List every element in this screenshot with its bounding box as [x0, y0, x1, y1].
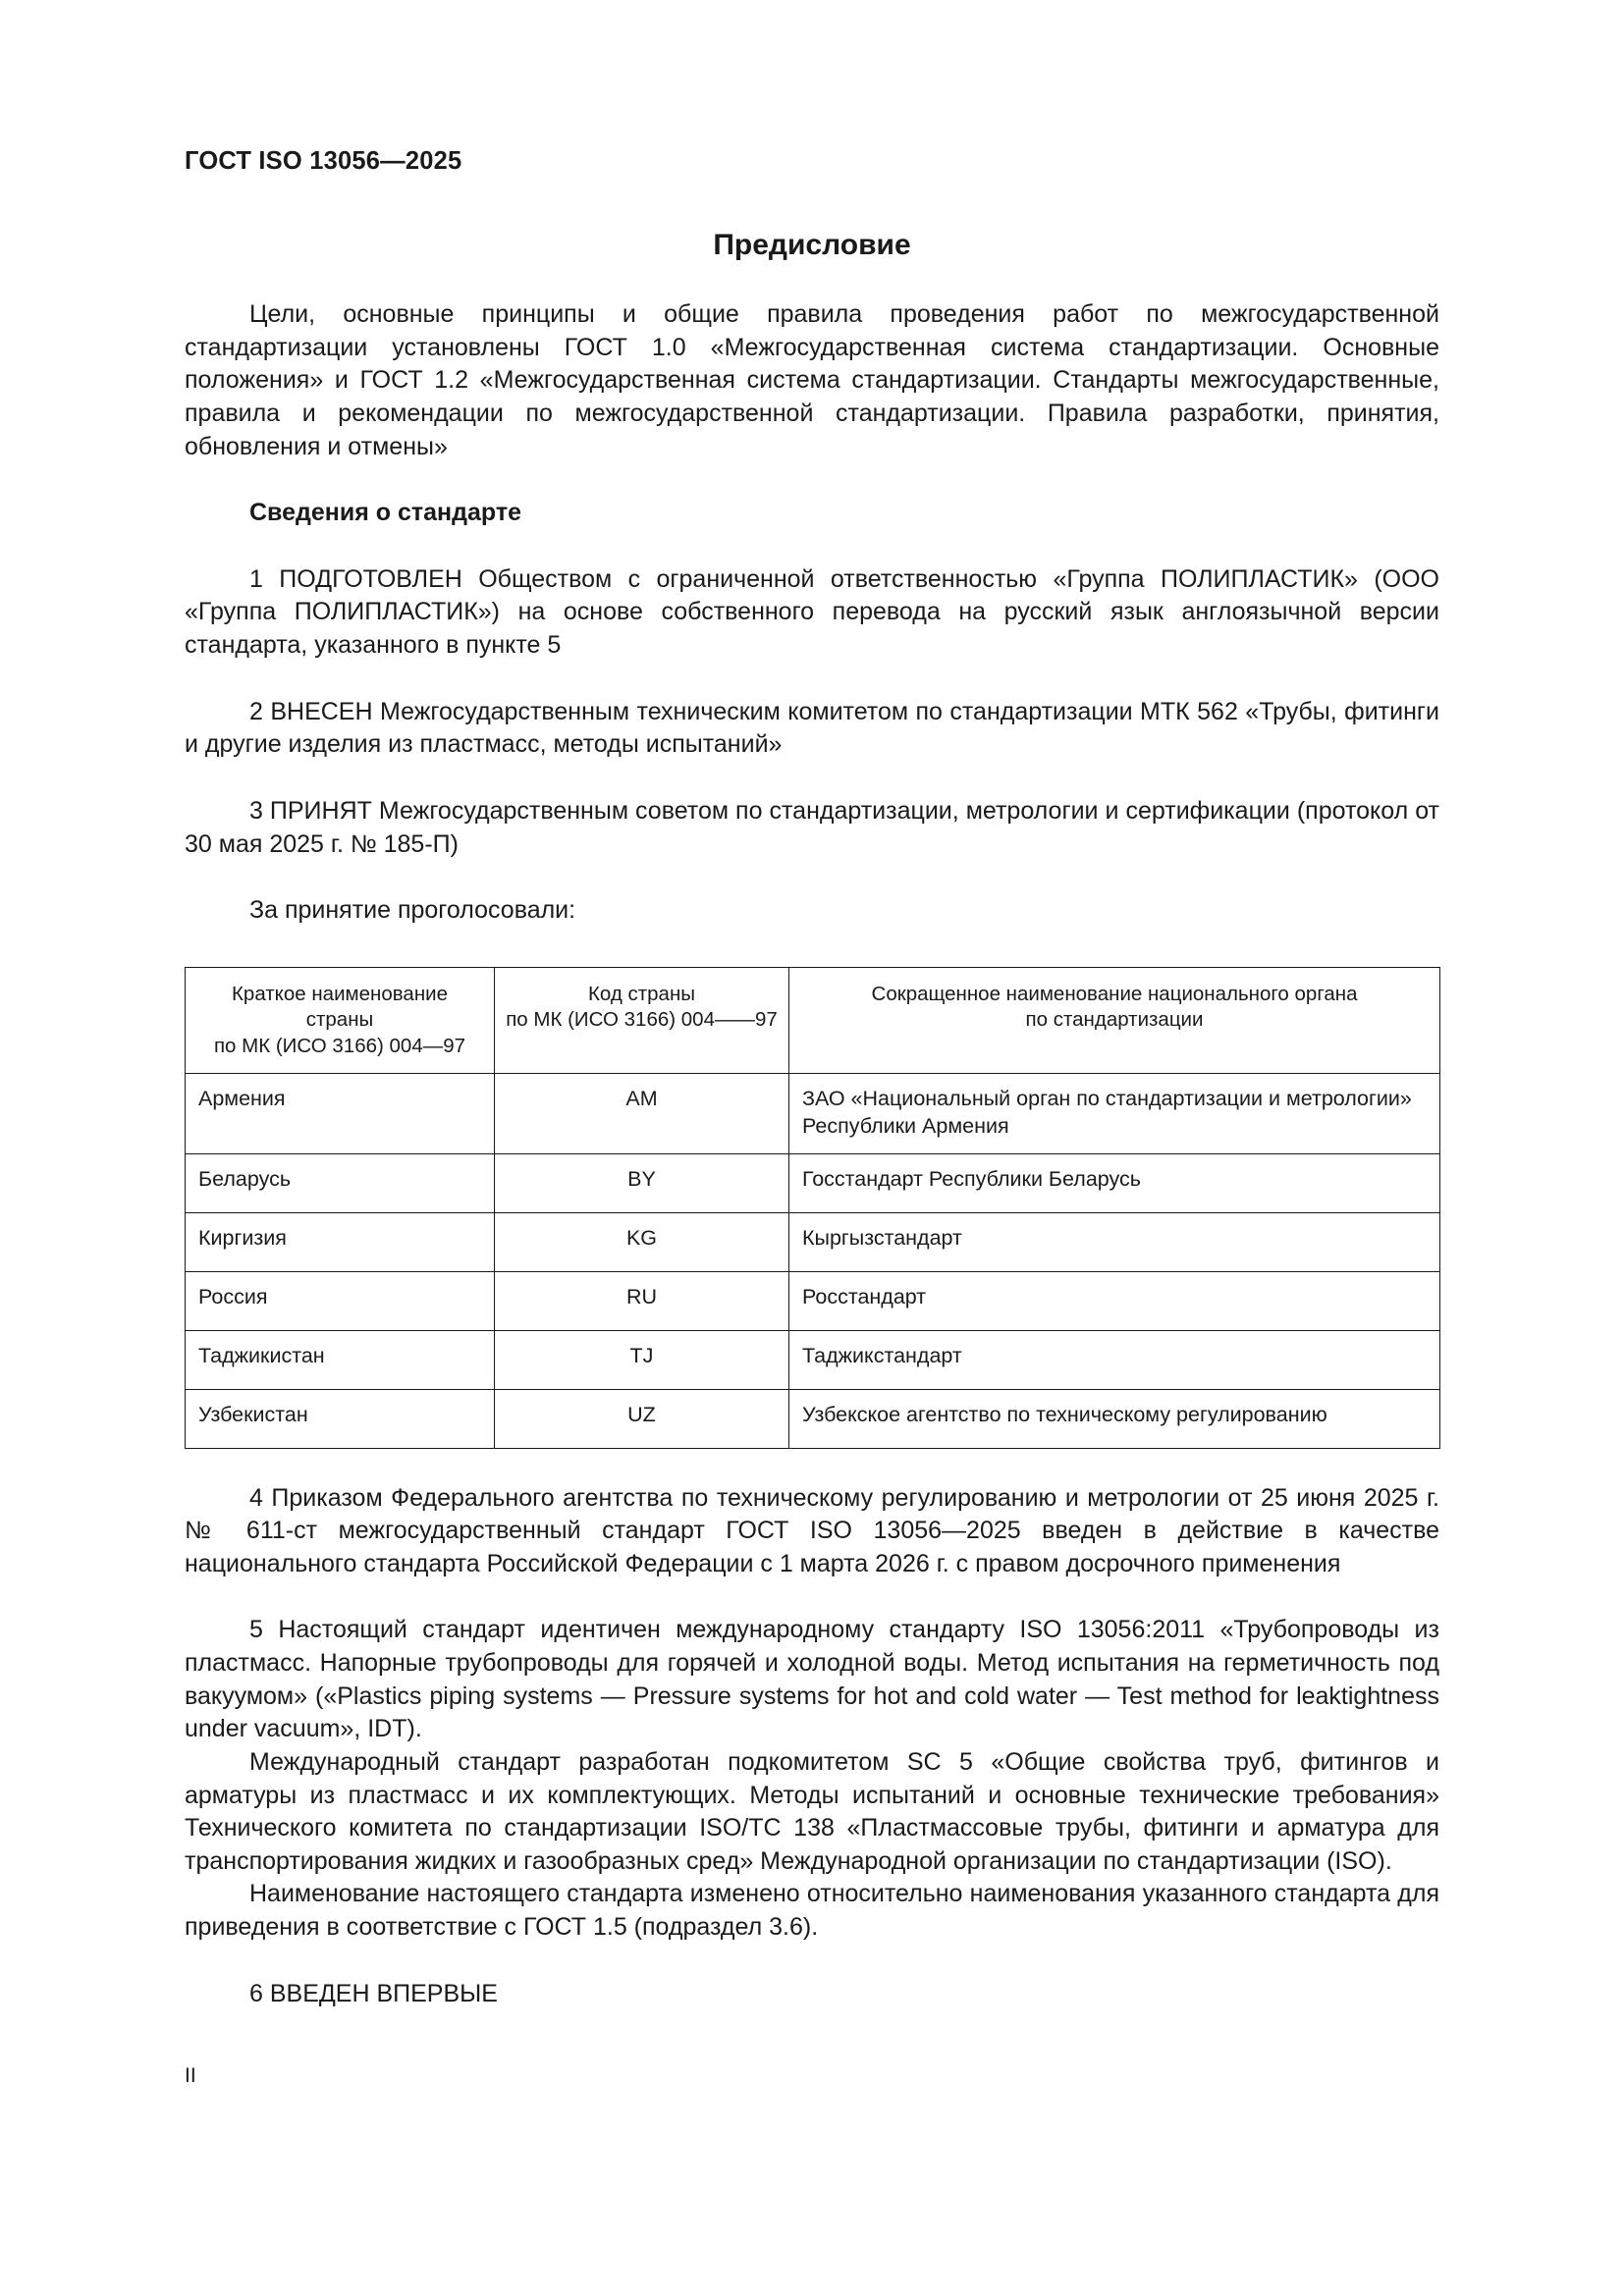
table-row: [186, 1153, 1440, 1212]
page-number: II: [185, 2064, 196, 2087]
cell-country: Беларусь: [186, 1153, 495, 1212]
table-row: [186, 1271, 1440, 1330]
table-row: [186, 1330, 1440, 1389]
cell-code: UZ: [495, 1389, 789, 1448]
column-header-country-line2: по МК (ИСО 3166) 004—97: [213, 1035, 466, 1058]
standard-info-item-3: 3 ПРИНЯТ Межгосударственным советом по стандартизации, метрологии и сертификации (протокол от 30 мая 2025 г. № 185-П): [185, 796, 1439, 858]
cell-country: Узбекистан: [186, 1389, 495, 1448]
column-header-code-line2: по МК (ИСО 3166) 004——97: [506, 1008, 778, 1032]
cell-code: TJ: [495, 1330, 789, 1389]
column-header-authority-line2: по стандартизации: [1025, 1008, 1204, 1032]
column-header-country-line1: Краткое наименование страны: [231, 982, 448, 1032]
cell-authority: ЗАО «Национальный орган по стандартизации и метрологии» Республики Армения: [789, 1073, 1440, 1153]
column-header-code-line1: Код страны: [587, 982, 696, 1005]
voting-countries-table: [185, 967, 1440, 1449]
cell-authority: Таджикстандарт: [789, 1330, 1440, 1389]
item-5-paragraph-2: Международный стандарт разработан подкомитетом SC 5 «Общие свойства труб, фитингов и арматуры из пластмасс и их комплектующих. Методы испытаний и основные технические требования» Технического комитета по стандартизации ISO/TC 138 «Пластмассовые трубы, фитинги и арматура для транспортирования жидких и газообразных сред» Международной организации по стандартизации (ISO).: [185, 1747, 1439, 1875]
cell-authority: Госстандарт Республики Беларусь: [789, 1153, 1440, 1212]
intro-paragraph: Цели, основные принципы и общие правила проведения работ по межгосударственной стандартизации установлены ГОСТ 1.0 «Межгосударственная система стандартизации. Основные положения» и ГОСТ 1.2 «Межгосударственная система стандартизации. Стандарты межгосударственные, правила и рекомендации по межгосударственной стандартизации. Правила разработки, принятия, обновления и отмены»: [185, 300, 1439, 460]
column-header-authority-line1: Сокращенное наименование национального органа: [871, 982, 1358, 1005]
item-5-paragraph-3: Наименование настоящего стандарта изменено относительно наименования указанного стандарта для приведения в соответствие с ГОСТ 1.5 (подраздел 3.6).: [185, 1880, 1439, 1942]
item-6-paragraph: 6 ВВЕДЕН ВПЕРВЫЕ: [249, 1979, 498, 2007]
standard-info-item-1: 1 ПОДГОТОВЛЕН Обществом с ограниченной ответственностью «Группа ПОЛИПЛАСТИК» (ООО «Группа ПОЛИПЛАСТИК») на основе собственного перевода на русский язык англоязычной версии стандарта, указанного в пункте 5: [185, 564, 1439, 660]
page-content: [185, 147, 1439, 2010]
item-4-paragraph: 4 Приказом Федерального агентства по техническому регулированию и метрологии от 25 июня 2025 г. № 611-ст межгосударственный стандарт ГОСТ ISO 13056—2025 введен в действие в качестве национального стандарта Российской Федерации с 1 марта 2026 г. с правом досрочного применения: [185, 1483, 1439, 1577]
column-header-code: [495, 967, 789, 1073]
cell-authority: Кыргызстандарт: [789, 1212, 1440, 1271]
table-header-row: [186, 967, 1440, 1073]
cell-code: AM: [495, 1073, 789, 1153]
item-5-paragraph-1: 5 Настоящий стандарт идентичен международному стандарту ISO 13056:2011 «Трубопроводы из пластмасс. Напорные трубопроводы для горячей и холодной воды. Метод испытания на герметичность под вакуумом» («Plastics piping systems — Pressure systems for hot and cold water — Test method for leaktightness under vacuum», IDT).: [185, 1616, 1439, 1743]
table-row: [186, 1073, 1440, 1153]
cell-country: Киргизия: [186, 1212, 495, 1271]
cell-country: Россия: [186, 1271, 495, 1330]
cell-code: BY: [495, 1153, 789, 1212]
cell-code: RU: [495, 1271, 789, 1330]
cell-authority: Росстандарт: [789, 1271, 1440, 1330]
cell-country: Армения: [186, 1073, 495, 1153]
cell-country: Таджикистан: [186, 1330, 495, 1389]
table-row: [186, 1212, 1440, 1271]
running-head: ГОСТ ISO 13056—2025: [185, 147, 462, 175]
vote-intro: За принятие проголосовали:: [249, 896, 576, 925]
column-header-country: [186, 967, 495, 1073]
standard-info-item-2: 2 ВНЕСЕН Межгосударственным техническим комитетом по стандартизации МТК 562 «Трубы, фитинги и другие изделия из пластмасс, методы испытаний»: [185, 697, 1439, 759]
column-header-authority: [789, 967, 1440, 1073]
cell-authority: Узбекское агентство по техническому регулированию: [789, 1389, 1440, 1448]
standard-info-heading: Сведения о стандарте: [249, 499, 522, 527]
page-title: Предисловие: [713, 229, 911, 262]
table-row: [186, 1389, 1440, 1448]
cell-code: KG: [495, 1212, 789, 1271]
